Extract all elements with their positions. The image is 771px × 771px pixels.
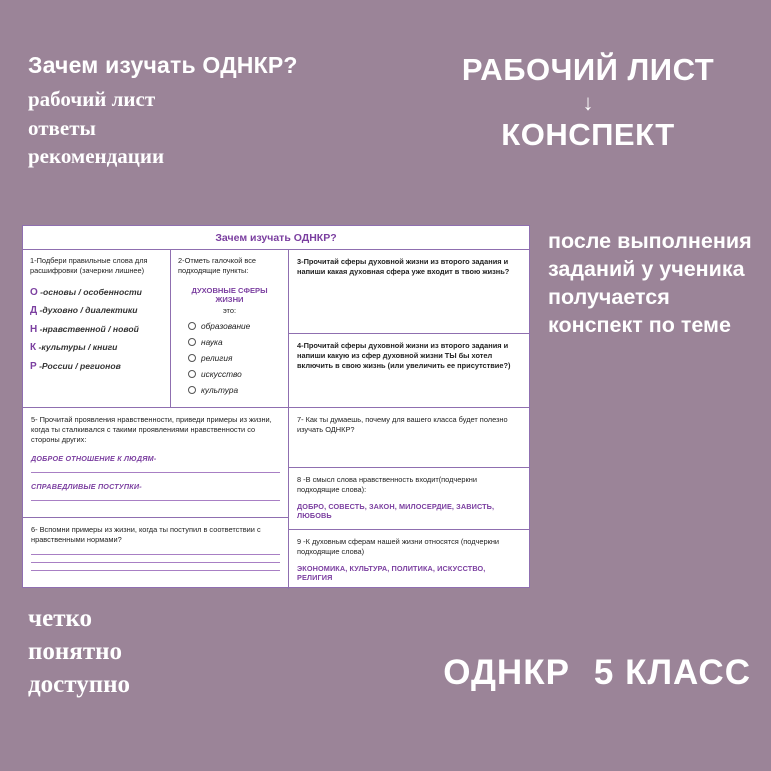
letter-k-options: -культуры / книги bbox=[38, 342, 118, 353]
worksheet-cell-task8 bbox=[289, 468, 529, 530]
checkbox-icon[interactable] bbox=[188, 370, 196, 378]
task1-letters bbox=[30, 287, 163, 372]
task2-option-label: наука bbox=[201, 337, 223, 348]
task1-text: 1-Подбери правильные слова для расшифровки (зачеркни лишнее) bbox=[30, 256, 148, 275]
bottom-left-keywords bbox=[28, 602, 130, 701]
bottom-right-subject-grade bbox=[443, 653, 751, 693]
task2-option[interactable] bbox=[188, 337, 281, 347]
worksheet-title: Зачем изучать ОДНКР? bbox=[215, 232, 337, 244]
checkbox-icon[interactable] bbox=[188, 386, 196, 394]
worksheet-preview bbox=[22, 225, 530, 588]
answer-line[interactable] bbox=[31, 472, 280, 473]
task7-text: 7- Как ты думаешь, почему для вашего класса будет полезно изучать ОДНКР? bbox=[297, 415, 508, 435]
worksheet-cell-task4 bbox=[289, 334, 529, 407]
top-left-line-1: рабочий лист bbox=[28, 87, 156, 111]
task2-option-label: религия bbox=[201, 353, 233, 364]
task2-option-label: культура bbox=[201, 385, 239, 396]
answer-line[interactable] bbox=[31, 570, 280, 571]
arrow-down-icon: ↓ bbox=[582, 89, 594, 115]
task9-words[interactable]: ЭКОНОМИКА, КУЛЬТУРА, ПОЛИТИКА, ИСКУССТВО, РЕЛИГИЯ bbox=[297, 563, 486, 582]
worksheet-word: РАБОЧИЙ ЛИСТ bbox=[461, 52, 715, 87]
task1-letter-row[interactable] bbox=[30, 305, 163, 316]
answer-line[interactable] bbox=[31, 500, 280, 501]
letter-o-options: -основы / особенности bbox=[40, 286, 142, 297]
letter-r-options: -России / регионов bbox=[39, 360, 121, 371]
task2-subheading: это: bbox=[222, 306, 237, 316]
letter-d-options: -духовно / диалектики bbox=[39, 305, 138, 316]
top-left-heading-block bbox=[28, 52, 428, 171]
task5-text: 5- Прочитай проявления нравственности, приведи примеры из жизни, когда ты сталкивался с такими проявлениями нравственности со стороны других: bbox=[31, 415, 272, 444]
worksheet-cell-task6 bbox=[23, 518, 288, 589]
grade-label: 5 КЛАСС bbox=[593, 653, 751, 692]
task9-text: 9 -К духовным сферам нашей жизни относятся (подчеркни подходящие слова) bbox=[297, 537, 500, 557]
letter-n-options: -нравственной / новой bbox=[39, 323, 139, 334]
task2-heading: ДУХОВНЫЕ СФЕРЫ ЖИЗНИ bbox=[191, 285, 268, 305]
keyword-3: доступно bbox=[28, 671, 131, 698]
letter-k: К bbox=[30, 342, 37, 354]
top-right-heading-block bbox=[423, 54, 753, 153]
checkbox-icon[interactable] bbox=[188, 322, 196, 330]
task2-option[interactable] bbox=[188, 353, 281, 363]
task5-sublabel-kindness: ДОБРОЕ ОТНОШЕНИЕ К ЛЮДЯМ- bbox=[31, 453, 157, 463]
right-description-paragraph: после выполнения заданий у ученика получается конспект по теме bbox=[548, 229, 752, 337]
letter-r: Р bbox=[30, 360, 37, 372]
task1-letter-row[interactable] bbox=[30, 287, 163, 298]
worksheet-cell-task3 bbox=[289, 250, 529, 334]
worksheet-column-tasks-5-6 bbox=[23, 408, 289, 589]
worksheet-bottom-row bbox=[23, 407, 529, 589]
task3-text: 3-Прочитай сферы духовной жизни из второго задания и напиши какая духовная сфера уже входит в твою жизнь? bbox=[297, 257, 510, 276]
task2-option-label: искусство bbox=[201, 369, 242, 380]
worksheet-cell-task7 bbox=[289, 408, 529, 468]
task1-letter-row[interactable] bbox=[30, 342, 163, 353]
subject-label: ОДНКР bbox=[443, 653, 570, 692]
worksheet-column-tasks-3-4 bbox=[289, 250, 529, 407]
top-left-line-2: ответы bbox=[28, 115, 96, 140]
letter-n: Н bbox=[30, 323, 38, 335]
task2-option[interactable] bbox=[188, 369, 281, 379]
task6-text: 6- Вспомни примеры из жизни, когда ты поступил в соответствии с нравственными нормами? bbox=[31, 525, 261, 545]
top-left-line-3: рекомендации bbox=[28, 144, 165, 169]
letter-d: Д bbox=[30, 305, 38, 317]
task1-letter-row[interactable] bbox=[30, 324, 163, 335]
task4-text: 4-Прочитай сферы духовной жизни из второго задания и напиши какую из сфер духовной жизни ТЫ бы хотел включить в свою жизнь (или увеличить ее присутствие?) bbox=[297, 341, 511, 370]
worksheet-cell-task5 bbox=[23, 408, 288, 518]
summary-word: КОНСПЕКТ bbox=[501, 116, 675, 152]
task2-option-label: образование bbox=[201, 321, 251, 332]
checkbox-icon[interactable] bbox=[188, 354, 196, 362]
answer-line[interactable] bbox=[31, 554, 280, 555]
answer-line[interactable] bbox=[31, 562, 280, 563]
task8-text: 8 -В смысл слова нравственность входит(подчеркни подходящие слова): bbox=[297, 475, 477, 495]
task2-text: 2-Отметь галочкой все подходящие пункты: bbox=[178, 256, 257, 275]
keyword-2: понятно bbox=[28, 638, 123, 665]
worksheet-cell-task1 bbox=[23, 250, 171, 407]
worksheet-cell-task9 bbox=[289, 530, 529, 589]
checkbox-icon[interactable] bbox=[188, 338, 196, 346]
task1-letter-row[interactable] bbox=[30, 361, 163, 372]
letter-o: О bbox=[30, 286, 38, 298]
worksheet-column-tasks-7-9 bbox=[289, 408, 529, 589]
worksheet-top-row bbox=[23, 249, 529, 407]
task8-words[interactable]: ДОБРО, СОВЕСТЬ, ЗАКОН, МИЛОСЕРДИЕ, ЗАВИСТЬ, ЛЮБОВЬ bbox=[297, 501, 495, 520]
keyword-1: четко bbox=[28, 605, 93, 632]
page-title: Зачем изучать ОДНКР? bbox=[28, 52, 298, 78]
task2-option[interactable] bbox=[188, 385, 281, 395]
task5-sublabel-justice: СПРАВЕДЛИВЫЕ ПОСТУПКИ- bbox=[31, 481, 142, 491]
task2-option[interactable] bbox=[188, 321, 281, 331]
worksheet-cell-task2 bbox=[171, 250, 289, 407]
